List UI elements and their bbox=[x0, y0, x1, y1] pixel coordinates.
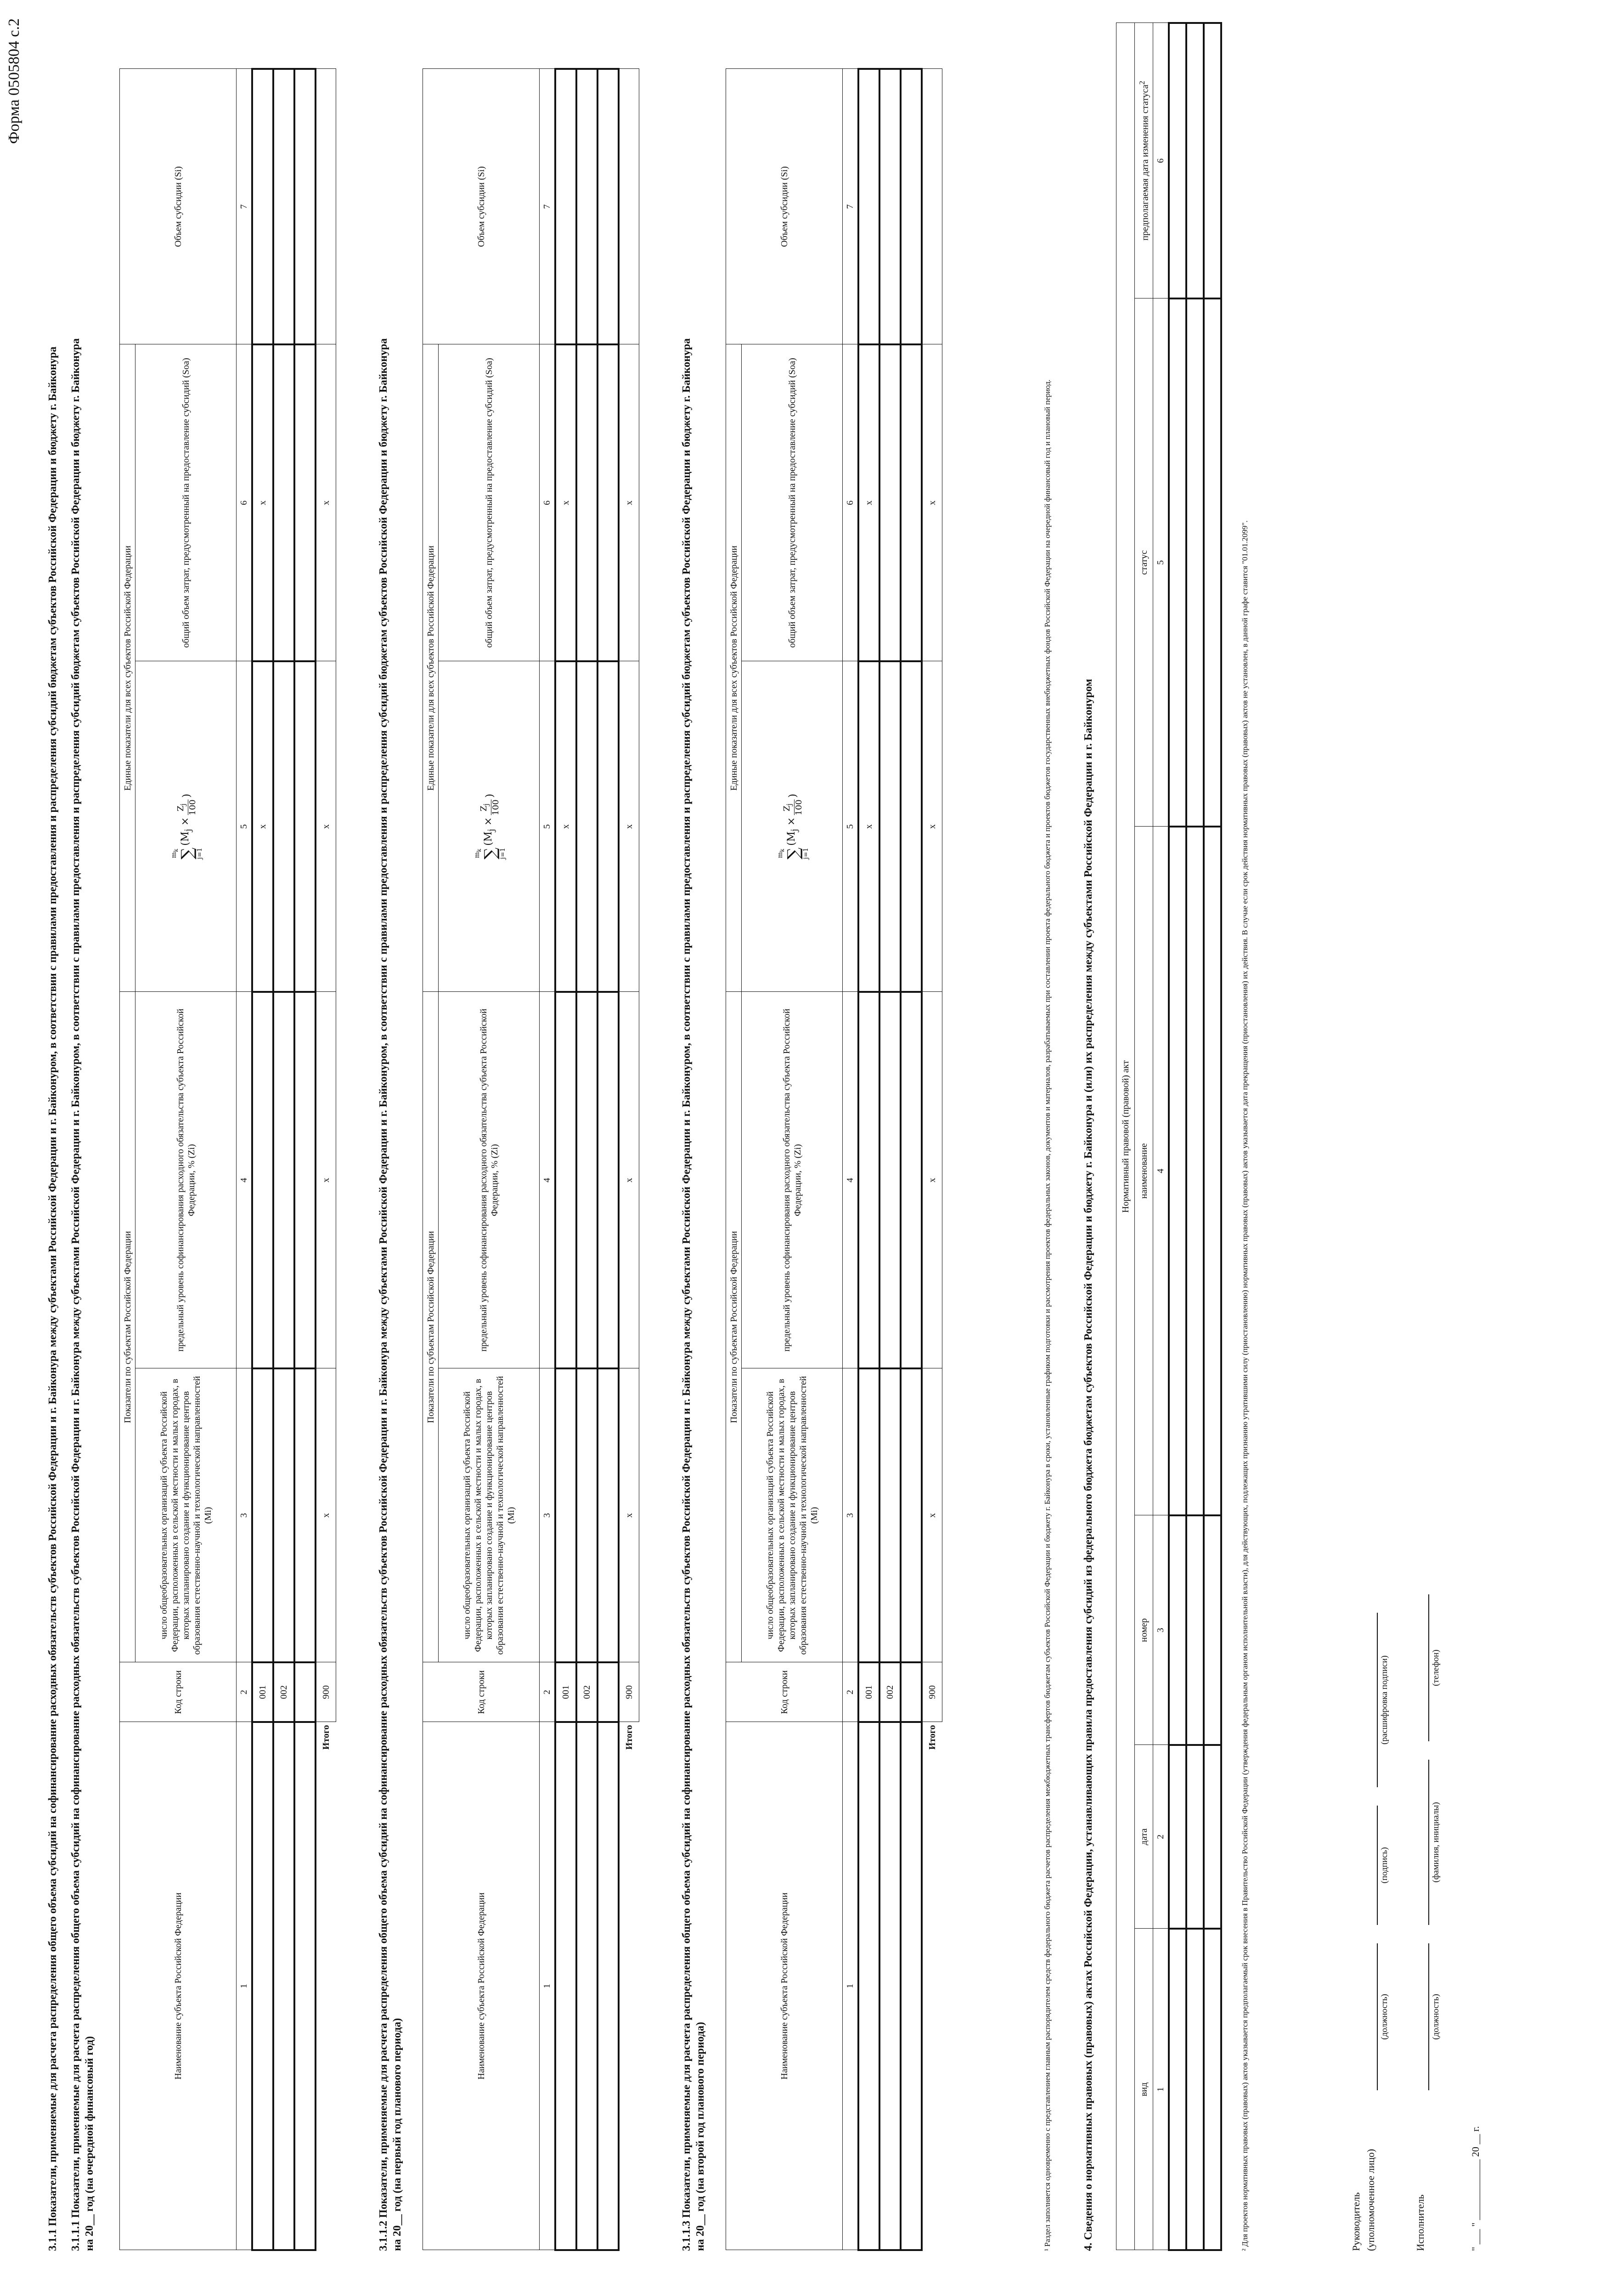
itogo-label: Итого bbox=[624, 1725, 634, 1750]
legal-cell[interactable] bbox=[1204, 827, 1221, 1515]
x-mark: x bbox=[858, 661, 879, 992]
legal-cell[interactable] bbox=[1204, 23, 1221, 298]
column-number: 1 bbox=[843, 1722, 858, 2250]
data-cell[interactable] bbox=[294, 344, 316, 661]
x-mark: x bbox=[316, 661, 336, 992]
executor-phone-line[interactable] bbox=[1428, 1594, 1429, 1741]
col-zi: предельный уровень софинансирования расходного обязательства субъекта Российской Федерации, % (Zi) bbox=[742, 992, 843, 1368]
data-cell[interactable] bbox=[597, 69, 619, 344]
legal-cell[interactable] bbox=[1186, 1745, 1204, 1929]
table-title-1 bbox=[69, 19, 96, 2251]
table-title-line1: 3.1.1.3 Показатели, применяемые для расчета распределения общего объема субсидий на софинансирование расходных обязательств субъектов Российской Федерации и г. Байконура между субъектами Российской Федерации и г. Байконуром, в соответствии с правилами предоставления и распределения субсидий бюджетам субъектов Российской Федерации и бюджету г. Байконура bbox=[681, 338, 693, 2251]
col-soa: общий объем затрат, предусмотренный на предоставление субсидий (Soa) bbox=[439, 344, 540, 661]
section-4-title: 4. Сведения о нормативных правовых (правовых) актах Российской Федерации, устанавливающих правила предоставления субсидий из федерального бюджета бюджетам субъектов Российской Федерации и бюджету г. Байконура и (или) их распределения между субъектами Российской Федерации и г. Байконуром bbox=[1082, 679, 1094, 2251]
legal-num-6: 6 bbox=[1153, 23, 1169, 298]
col-mi: число общеобразовательных организаций субъекта Российской Федерации, расположенных в сельской местности и малых городах, в которых запланировано создание и функционирование центров образования естественно-научной и технологической направленностей (Mi) bbox=[135, 1368, 237, 1662]
legal-cell[interactable] bbox=[1204, 1515, 1221, 1745]
legal-num-3: 3 bbox=[1153, 1515, 1169, 1745]
data-cell[interactable] bbox=[901, 69, 922, 344]
legal-col-kind: вид bbox=[1135, 1929, 1153, 2250]
col-zi: предельный уровень софинансирования расходного обязательства субъекта Российской Федерации, % (Zi) bbox=[439, 992, 540, 1368]
legal-col-date: дата bbox=[1135, 1745, 1153, 1929]
group-subject-indicators: Показатели по субъектам Российской Федерации bbox=[726, 992, 742, 1662]
legal-cell[interactable] bbox=[1169, 1929, 1186, 2250]
subject-name-cell[interactable] bbox=[879, 1722, 901, 2250]
row-code: 002 bbox=[273, 1662, 294, 1722]
x-mark: x bbox=[619, 1368, 639, 1662]
col-formula bbox=[135, 661, 237, 992]
column-number: 5 bbox=[540, 661, 555, 992]
data-cell[interactable] bbox=[555, 69, 576, 344]
indicators-table-2 bbox=[423, 68, 639, 2251]
column-number: 4 bbox=[540, 992, 555, 1368]
column-number: 2 bbox=[540, 1662, 555, 1722]
data-cell[interactable] bbox=[879, 69, 901, 344]
row-code bbox=[901, 1662, 922, 1722]
col-si: Объем субсидии (Si) bbox=[423, 69, 540, 344]
group-common-indicators: Единые показатели для всех субъектов Российской Федерации bbox=[726, 344, 742, 992]
subject-name-cell[interactable] bbox=[597, 1722, 619, 2250]
col-subject-name: Наименование субъекта Российской Федерации bbox=[120, 1722, 237, 2250]
legal-cell[interactable] bbox=[1169, 1745, 1186, 1929]
subject-name-cell[interactable] bbox=[273, 1722, 294, 2250]
legal-num-4: 4 bbox=[1153, 827, 1169, 1515]
col-si: Объем субсидии (Si) bbox=[726, 69, 843, 344]
row-code: 001 bbox=[555, 1662, 576, 1722]
legal-cell[interactable] bbox=[1204, 298, 1221, 827]
data-cell[interactable] bbox=[576, 69, 597, 344]
data-cell[interactable] bbox=[879, 992, 901, 1368]
itogo-code: 900 bbox=[922, 1662, 942, 1722]
legal-cell[interactable] bbox=[1204, 1745, 1221, 1929]
col-zi: предельный уровень софинансирования расходного обязательства субъекта Российской Федерации, % (Zi) bbox=[135, 992, 237, 1368]
itogo-si[interactable] bbox=[316, 69, 336, 344]
x-mark: x bbox=[252, 344, 273, 661]
x-mark: x bbox=[858, 344, 879, 661]
col-subject-name: Наименование субъекта Российской Федерации bbox=[726, 1722, 843, 2250]
legal-num-5: 5 bbox=[1153, 298, 1169, 827]
col-mi: число общеобразовательных организаций субъекта Российской Федерации, расположенных в сельской местности и малых городах, в которых запланировано создание и функционирование центров образования естественно-научной и технологической направленностей (Mi) bbox=[742, 1368, 843, 1662]
head-position-caption: (должность) bbox=[1380, 1994, 1389, 2040]
column-number: 3 bbox=[540, 1368, 555, 1662]
data-cell[interactable] bbox=[273, 1368, 294, 1662]
legal-cell[interactable] bbox=[1169, 1515, 1186, 1745]
row-code bbox=[597, 1662, 619, 1722]
col-subject-name: Наименование субъекта Российской Федерации bbox=[423, 1722, 540, 2250]
itogo-si[interactable] bbox=[922, 69, 942, 344]
data-cell[interactable] bbox=[901, 661, 922, 992]
head-position-line[interactable] bbox=[1377, 1943, 1378, 2090]
col-si: Объем субсидии (Si) bbox=[120, 69, 237, 344]
subject-name-cell[interactable] bbox=[576, 1722, 597, 2250]
column-number: 6 bbox=[237, 344, 252, 661]
data-cell[interactable] bbox=[273, 344, 294, 661]
data-cell[interactable] bbox=[252, 1368, 273, 1662]
legal-group-header: Нормативный правовой (правовой) акт bbox=[1116, 23, 1135, 2250]
head-decoding-line[interactable] bbox=[1377, 1613, 1378, 1787]
data-cell[interactable] bbox=[576, 1368, 597, 1662]
table-title-line1: 3.1.1.1 Показатели, применяемые для расчета распределения общего объема субсидий на софинансирование расходных обязательств субъектов Российской Федерации и г. Байконура между субъектами Российской Федерации и г. Байконуром, в соответствии с правилами предоставления и распределения субсидий бюджетам субъектов Российской Федерации и бюджету г. Байконура bbox=[70, 338, 82, 2251]
col-row-code: Код строки bbox=[726, 1662, 843, 1722]
legal-num-1: 1 bbox=[1153, 1929, 1169, 2250]
sum-formula: $m_k$ ∑ j=1 ($M_j$ × $Z_j$ 100 ) bbox=[170, 793, 203, 860]
column-number: 3 bbox=[843, 1368, 858, 1662]
table-title-3 bbox=[680, 19, 707, 2251]
legal-num-2: 2 bbox=[1153, 1745, 1169, 1929]
itogo-si[interactable] bbox=[619, 69, 639, 344]
column-number: 7 bbox=[843, 69, 858, 344]
legal-cell[interactable] bbox=[1186, 23, 1204, 298]
data-cell[interactable] bbox=[252, 69, 273, 344]
column-number: 2 bbox=[843, 1662, 858, 1722]
footnote-2: ² Для проектов нормативных правовых (правовых) актов указывается предполагаемый срок внесения в Правительство Российской Федерации (утверждения федеральным органом исполнительной власти), для действующих, подлежащих признанию утратившими силу (приостановлению) нормативных правовых (правовых) актов указывается дата прекращения (приостановления) их действия. В случае если срок действия нормативных правовых (правовых) актов не установлен, в данной графе ставится "01.01.2099". bbox=[1240, 520, 1249, 2251]
column-number: 7 bbox=[540, 69, 555, 344]
indicators-table-3 bbox=[726, 68, 942, 2251]
legal-cell[interactable] bbox=[1186, 1515, 1204, 1745]
itogo-code: 900 bbox=[619, 1662, 639, 1722]
itogo-label: Итого bbox=[927, 1725, 937, 1750]
x-mark: x bbox=[619, 992, 639, 1368]
column-number: 6 bbox=[843, 344, 858, 661]
data-cell[interactable] bbox=[879, 1368, 901, 1662]
data-cell[interactable] bbox=[879, 344, 901, 661]
indicators-table-1 bbox=[119, 68, 336, 2251]
group-subject-indicators: Показатели по субъектам Российской Федерации bbox=[423, 992, 439, 1662]
row-code: 002 bbox=[576, 1662, 597, 1722]
row-code: 001 bbox=[858, 1662, 879, 1722]
executor-fio-line[interactable] bbox=[1428, 1760, 1429, 1925]
row-code bbox=[294, 1662, 316, 1722]
group-common-indicators: Единые показатели для всех субъектов Российской Федерации bbox=[423, 344, 439, 992]
table-title-2 bbox=[377, 19, 404, 2251]
legal-col-status: статус bbox=[1135, 298, 1153, 827]
itogo-code: 900 bbox=[316, 1662, 336, 1722]
sum-formula: $m_k$ ∑ j=1 ($M_j$ × $Z_j$ 100 ) bbox=[473, 793, 507, 860]
column-number: 6 bbox=[540, 344, 555, 661]
head-signature-line[interactable] bbox=[1377, 1806, 1378, 1925]
date-line[interactable]: " ___ " ____________ 20 __ г. bbox=[1470, 2126, 1481, 2251]
column-number: 3 bbox=[237, 1368, 252, 1662]
col-soa: общий объем затрат, предусмотренный на предоставление субсидий (Soa) bbox=[742, 344, 843, 661]
legal-cell[interactable] bbox=[1186, 298, 1204, 827]
table-title-line1: 3.1.1.2 Показатели, применяемые для расчета распределения общего объема субсидий на софинансирование расходных обязательств субъектов Российской Федерации и г. Байконура между субъектами Российской Федерации и г. Байконуром, в соответствии с правилами предоставления и распределения субсидий бюджетам субъектов Российской Федерации и бюджету г. Байконура bbox=[378, 338, 389, 2251]
column-number: 4 bbox=[237, 992, 252, 1368]
column-number: 2 bbox=[237, 1662, 252, 1722]
subject-name-cell[interactable] bbox=[294, 1722, 316, 2250]
form-id: Форма 0505804 с.2 bbox=[6, 18, 23, 144]
data-cell[interactable] bbox=[294, 69, 316, 344]
data-cell[interactable] bbox=[294, 992, 316, 1368]
data-cell[interactable] bbox=[597, 661, 619, 992]
group-subject-indicators: Показатели по субъектам Российской Федерации bbox=[120, 992, 135, 1662]
data-cell[interactable] bbox=[901, 1368, 922, 1662]
data-cell[interactable] bbox=[576, 992, 597, 1368]
x-mark: x bbox=[555, 344, 576, 661]
row-code: 001 bbox=[252, 1662, 273, 1722]
col-mi: число общеобразовательных организаций субъекта Российской Федерации, расположенных в сельской местности и малых городах, в которых запланировано создание и функционирование центров образования естественно-научной и технологической направленностей (Mi) bbox=[439, 1368, 540, 1662]
data-cell[interactable] bbox=[252, 992, 273, 1368]
col-formula bbox=[439, 661, 540, 992]
column-number: 5 bbox=[237, 661, 252, 992]
data-cell[interactable] bbox=[858, 69, 879, 344]
x-mark: x bbox=[619, 661, 639, 992]
x-mark: x bbox=[922, 344, 942, 661]
x-mark: x bbox=[316, 344, 336, 661]
data-cell[interactable] bbox=[901, 344, 922, 661]
data-cell[interactable] bbox=[294, 1368, 316, 1662]
legal-cell[interactable] bbox=[1169, 827, 1186, 1515]
executor-label: Исполнитель bbox=[1415, 2194, 1426, 2251]
subject-name-cell[interactable] bbox=[252, 1722, 273, 2250]
col-row-code: Код строки bbox=[423, 1662, 540, 1722]
subject-name-cell[interactable] bbox=[555, 1722, 576, 2250]
data-cell[interactable] bbox=[273, 661, 294, 992]
column-number: 1 bbox=[237, 1722, 252, 2250]
x-mark: x bbox=[316, 1368, 336, 1662]
legal-cell[interactable] bbox=[1186, 827, 1204, 1515]
executor-position-line[interactable] bbox=[1428, 1943, 1429, 2090]
data-cell[interactable] bbox=[879, 661, 901, 992]
legal-col-name: наименование bbox=[1135, 827, 1153, 1515]
x-mark: x bbox=[922, 992, 942, 1368]
column-number: 1 bbox=[540, 1722, 555, 2250]
head-label: Руководитель bbox=[1350, 2192, 1362, 2251]
data-cell[interactable] bbox=[294, 661, 316, 992]
subject-name-cell[interactable] bbox=[858, 1722, 879, 2250]
data-cell[interactable] bbox=[576, 344, 597, 661]
head-signature-caption: (подпись) bbox=[1380, 1847, 1389, 1884]
row-code: 002 bbox=[879, 1662, 901, 1722]
legal-col-status-change-date: предполагаемая дата изменения статуса$^2$ bbox=[1135, 23, 1153, 298]
table-title-line2: на 20__ год (на очередной финансовый год) bbox=[84, 2036, 96, 2251]
data-cell[interactable] bbox=[858, 992, 879, 1368]
x-mark: x bbox=[316, 992, 336, 1368]
data-cell[interactable] bbox=[576, 661, 597, 992]
executor-position-caption: (должность) bbox=[1431, 1994, 1441, 2040]
x-mark: x bbox=[555, 661, 576, 992]
data-cell[interactable] bbox=[858, 1368, 879, 1662]
legal-col-number: номер bbox=[1135, 1515, 1153, 1745]
x-mark: x bbox=[922, 1368, 942, 1662]
legal-acts-table bbox=[1116, 22, 1222, 2251]
column-number: 4 bbox=[843, 992, 858, 1368]
executor-fio-caption: (фамилия, инициалы) bbox=[1431, 1802, 1441, 1883]
subject-name-cell[interactable] bbox=[901, 1722, 922, 2250]
table-title-line2: на 20__ год (на второй год планового периода) bbox=[694, 2022, 706, 2251]
legal-cell[interactable] bbox=[1186, 1929, 1204, 2250]
data-cell[interactable] bbox=[555, 1368, 576, 1662]
column-number: 5 bbox=[843, 661, 858, 992]
table-title-line2: на 20__ год (на первый год планового периода) bbox=[391, 2018, 403, 2251]
head-decoding-caption: (расшифровка подписи) bbox=[1380, 1655, 1389, 1745]
head-label-sub: (уполномоченное лицо) bbox=[1365, 2149, 1376, 2251]
data-cell[interactable] bbox=[555, 992, 576, 1368]
data-cell[interactable] bbox=[597, 1368, 619, 1662]
col-soa: общий объем затрат, предусмотренный на предоставление субсидий (Soa) bbox=[135, 344, 237, 661]
data-cell[interactable] bbox=[901, 992, 922, 1368]
data-cell[interactable] bbox=[273, 69, 294, 344]
col-row-code: Код строки bbox=[120, 1662, 237, 1722]
legal-cell[interactable] bbox=[1204, 1929, 1221, 2250]
legal-cell[interactable] bbox=[1169, 298, 1186, 827]
itogo-label: Итого bbox=[321, 1725, 331, 1750]
x-mark: x bbox=[922, 661, 942, 992]
group-common-indicators: Единые показатели для всех субъектов Российской Федерации bbox=[120, 344, 135, 992]
x-mark: x bbox=[252, 661, 273, 992]
x-mark: x bbox=[619, 344, 639, 661]
col-formula bbox=[742, 661, 843, 992]
data-cell[interactable] bbox=[273, 992, 294, 1368]
data-cell[interactable] bbox=[597, 992, 619, 1368]
column-number: 7 bbox=[237, 69, 252, 344]
section-3-1-1-title: 3.1.1 Показатели, применяемые для расчета распределения общего объема субсидий на софинансирование расходных обязательств субъектов Российской Федерации и г. Байконура между субъектами Российской Федерации и г. Байконуром, в соответствии с правилами предоставления и распределения субсидий бюджетам субъектов Российской Федерации и бюджету г. Байконура bbox=[47, 346, 59, 2251]
footnote-1: ¹ Раздел заполняется одновременно с представлением главным распорядителем средств федерального бюджета расчетов распределения межбюджетных трансфертов бюджетам субъектов Российской Федерации и бюджету г. Байконура в сроки, установленные графиком подготовки и рассмотрения проектов федеральных законов, документов и материалов, разрабатываемых при составлении проекта федерального бюджета и проектов бюджетов государственных внебюджетных фондов Российской Федерации на очередной финансовый год и плановый период. bbox=[1043, 379, 1052, 2251]
executor-phone-caption: (телефон) bbox=[1431, 1649, 1441, 1686]
legal-cell[interactable] bbox=[1169, 23, 1186, 298]
data-cell[interactable] bbox=[597, 344, 619, 661]
sum-formula: $m_k$ ∑ j=1 ($M_j$ × $Z_j$ 100 ) bbox=[777, 793, 810, 860]
